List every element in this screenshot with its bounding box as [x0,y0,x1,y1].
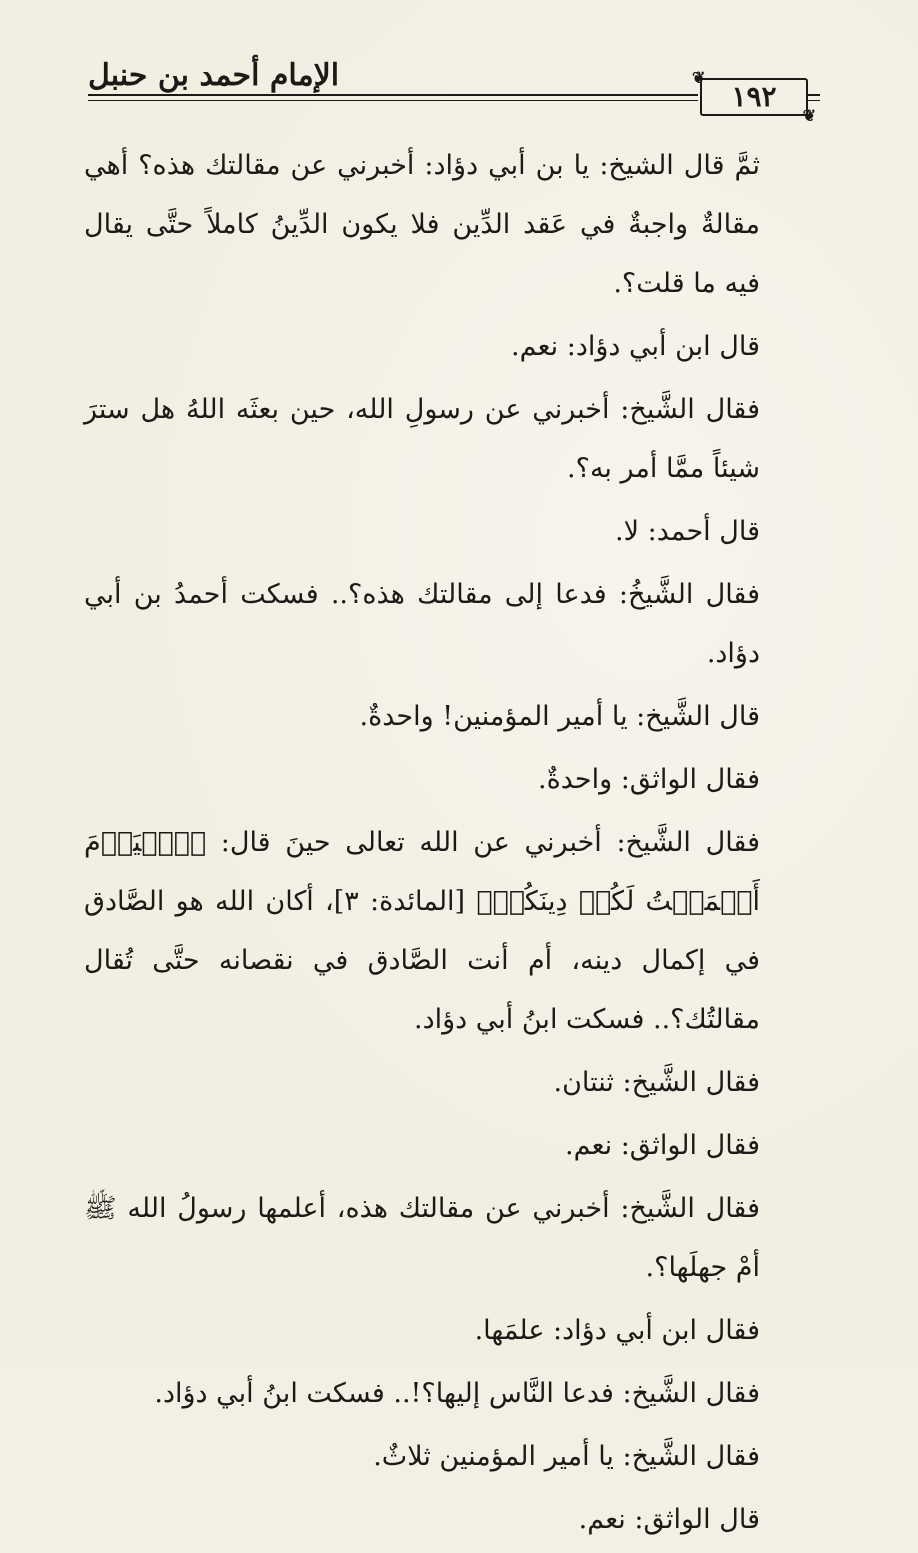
paragraph: فقال الشَّيخ: أخبرني عن رسولِ الله، حين بعثَه اللهُ هل سترَ شيئاً ممَّا أمر به؟. [84,394,760,484]
paragraph: قال الواثق: نعم. [578,1504,760,1535]
header-rule-thin [88,100,698,101]
paragraph: قال الشَّيخ: يا أمير المؤمنين! واحدةٌ. [359,701,760,732]
header-rule-right-thin [806,100,820,101]
paragraph: فقال الواثق: واحدةٌ. [537,764,760,795]
paragraph: فقال الشَّيخ: يا أمير المؤمنين ثلاثٌ. [373,1441,760,1472]
paragraph: فقال الشَّيخ: أخبرني عن الله تعالى حينَ قال: ﴿ٱلۡيَوۡمَ أَكۡمَلۡتُ لَكُمۡ دِينَكُمۡ﴾ [المائدة: ٣]، أكان الله هو الصَّادق في إكمال دينه، أم أنت الصَّادق في نقصانه حتَّى تُقال مقالتُك؟.. فسكت ابنُ أبي دؤاد. [84,827,760,1035]
paragraph: فقال الشَّيخ: فدعا النَّاس إليها؟!.. فسكت ابنُ أبي دؤاد. [154,1378,760,1409]
paragraph: قال أحمد: لا. [615,516,760,547]
header-rule-right [806,94,820,96]
page-number: ١٩٢ [731,80,777,113]
page-number-frame [692,68,816,125]
paragraph: قال ابن أبي دؤاد: نعم. [511,331,760,362]
paragraph: ثمَّ قال الشيخ: يا بن أبي دؤاد: أخبرني عن مقالتك هذه؟ أهي مقالةٌ واجبةٌ في عَقد الدِّين فلا يكون الدِّينُ كاملاً حتَّى يقال فيه ما قلت؟. [84,150,760,299]
paragraph: فقال ابن أبي دؤاد: علمَها. [474,1315,760,1346]
paragraph: فقال الشَّيخُ: فدعا إلى مقالتك هذه؟.. فسكت أحمدُ بن أبي دؤاد. [84,579,760,669]
corner-ornament-icon: ❦ [692,68,706,87]
running-title: الإمام أحمد بن حنبل [88,58,340,93]
paragraph: فقال الشَّيخ: ثنتان. [553,1067,760,1098]
paragraph: فقال الشَّيخ: أخبرني عن مقالتك هذه، أعلمها رسولُ الله ﷺ أمْ جهلَها؟. [84,1193,760,1283]
header-rule [88,94,698,96]
page-header [88,52,820,125]
paragraph: فقال الواثق: نعم. [565,1130,760,1161]
body-text [84,136,760,1553]
corner-ornament-icon: ❦ [802,106,816,125]
